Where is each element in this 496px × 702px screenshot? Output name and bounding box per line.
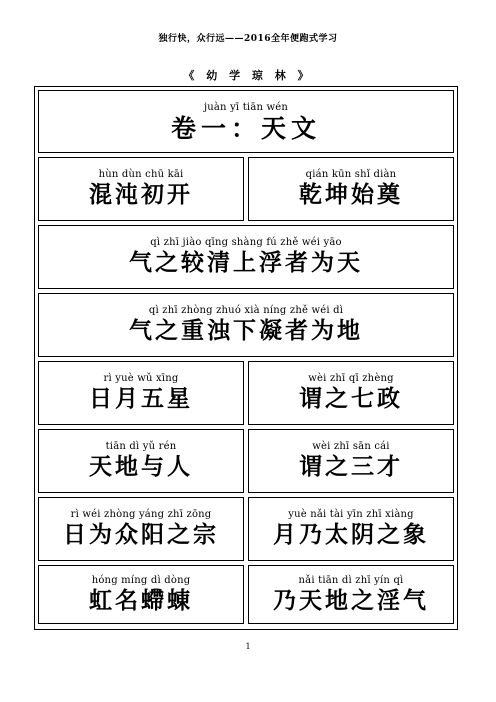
table-cell [38, 497, 244, 561]
chinese-text: 气之较清上浮者为天 [129, 250, 363, 276]
table-row [38, 157, 454, 221]
chinese-text: 日月五星 [89, 386, 193, 412]
pinyin-line: qián kūn shǐ diàn [305, 169, 397, 180]
pinyin-line: qì zhī zhòng zhuó xià níng zhě wéi dì [148, 305, 344, 316]
table-cell [248, 497, 454, 561]
pinyin-line: wèi zhī qī zhèng [308, 373, 394, 384]
table-cell [38, 429, 244, 493]
chinese-text: 天地与人 [89, 454, 193, 480]
table-cell [38, 565, 244, 624]
pinyin-line: rì wéi zhòng yáng zhī zōng [70, 509, 212, 520]
chinese-text: 气之重浊下凝者为地 [129, 318, 363, 344]
document-title: 《 幼 学 琼 林 》 [183, 69, 313, 82]
table-row [38, 225, 454, 289]
page-header: 独行快，众行远——2016全年便跑式学习 [158, 34, 338, 44]
chinese-text: 月乃太阴之象 [273, 522, 429, 548]
table-row [38, 293, 454, 357]
pinyin-line: juàn yī tiān wén [203, 101, 289, 113]
pinyin-line: nǎi tiān dì zhī yín qì [298, 574, 404, 586]
table-cell [38, 90, 454, 153]
table-cell [248, 157, 454, 221]
table-cell [248, 565, 454, 624]
pinyin-line: rì yuè wǔ xīng [103, 373, 179, 384]
chinese-text: 谓之三才 [299, 454, 403, 480]
chinese-text: 虹名螮蝀 [89, 587, 193, 614]
chinese-text: 乃天地之淫气 [273, 587, 429, 614]
pinyin-line: hùn dùn chū kāi [98, 169, 184, 180]
chinese-text: 日为众阳之宗 [63, 522, 219, 548]
table-row [38, 429, 454, 493]
table-cell [248, 361, 454, 425]
chinese-text: 乾坤始奠 [299, 182, 403, 208]
chinese-text: 谓之七政 [299, 386, 403, 412]
table-cell [38, 157, 244, 221]
table-cell [248, 429, 454, 493]
pinyin-line: wèi zhī sān cái [312, 441, 390, 452]
pinyin-line: hóng míng dì dòng [91, 574, 191, 586]
table-cell [38, 293, 454, 357]
text-table [34, 86, 458, 630]
pinyin-line: qì zhī jiào qīng shàng fú zhě wéi yāo [150, 237, 342, 248]
chinese-text: 混沌初开 [89, 182, 193, 208]
table-row [38, 565, 454, 624]
table-row [38, 361, 454, 425]
pinyin-line: tiān dì yǔ rén [105, 441, 177, 452]
table-cell [38, 361, 244, 425]
table-row [38, 90, 454, 153]
pinyin-line: yuè nǎi tài yīn zhī xiàng [288, 509, 414, 520]
table-cell [38, 225, 454, 289]
chinese-text: 卷一：天文 [170, 113, 321, 143]
page-number: 1 [245, 642, 251, 651]
table-row [38, 497, 454, 561]
